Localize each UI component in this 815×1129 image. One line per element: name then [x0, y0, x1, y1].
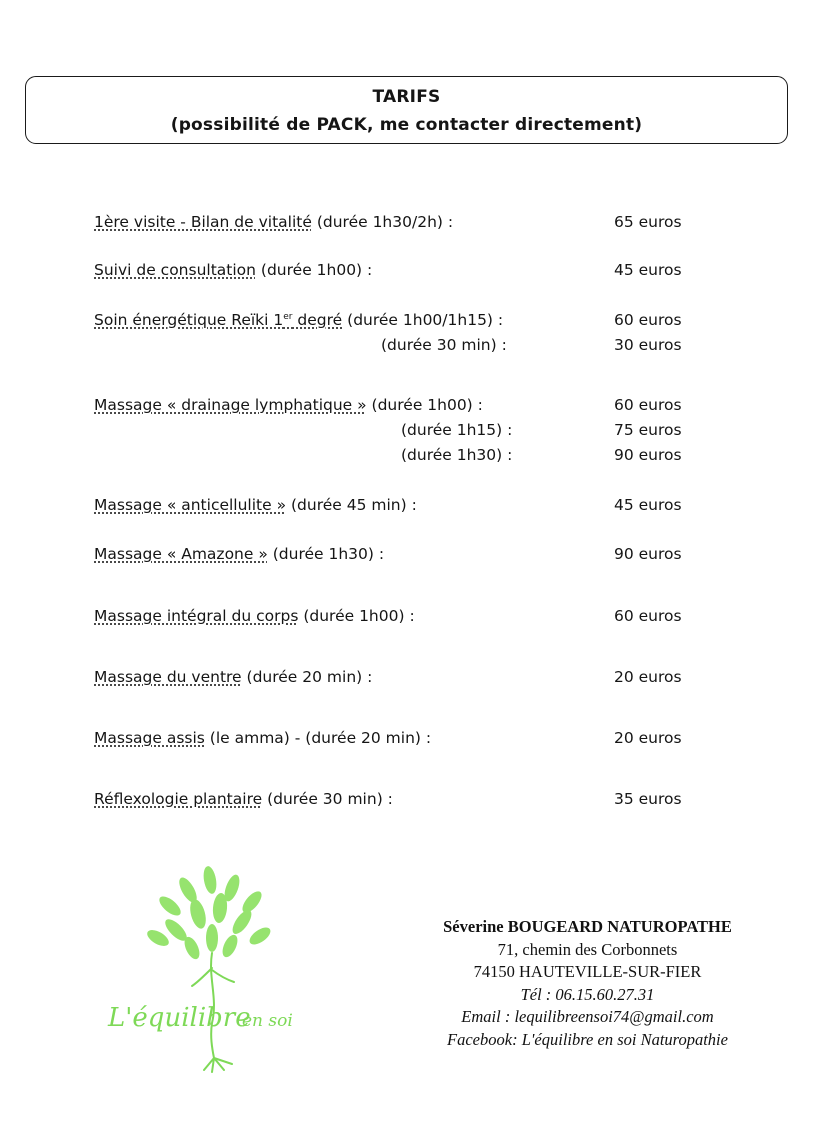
service-detail: (durée 30 min) :: [262, 790, 393, 808]
page-title: TARIFS: [372, 87, 441, 107]
tree-leaves-icon: [145, 865, 274, 961]
rate-price: 90 euros: [614, 545, 682, 563]
rate-description: [94, 396, 483, 414]
rate-row: [0, 261, 815, 287]
service-detail: (durée 1h00) :: [366, 396, 483, 414]
rate-row: [0, 421, 815, 447]
contact-block: [410, 916, 765, 1051]
service-detail: (durée 45 min) :: [286, 496, 417, 514]
tree-logo: [100, 858, 310, 1073]
page-subtitle: (possibilité de PACK, me contacter directement): [170, 115, 643, 135]
rate-price: 20 euros: [614, 668, 682, 686]
service-detail: (durée 1h30) :: [267, 545, 385, 563]
service-detail: (durée 1h00/1h15) :: [342, 311, 504, 329]
rate-row: [0, 311, 815, 337]
rate-description: [94, 311, 503, 329]
rate-row: [0, 790, 815, 816]
service-name: Massage « anticellulite »: [94, 496, 287, 514]
rate-row: [0, 668, 815, 694]
rate-description: [94, 496, 417, 514]
contact-street: 71, chemin des Corbonnets: [497, 939, 678, 959]
rate-price: 35 euros: [614, 790, 682, 808]
rate-description: [94, 607, 415, 625]
service-detail: (durée 1h00) :: [298, 607, 415, 625]
rate-description: [94, 261, 372, 279]
service-detail: (durée 1h30) :: [401, 446, 513, 464]
service-name: Massage du ventre: [94, 668, 242, 686]
contact-email: Email : lequilibreensoi74@gmail.com: [461, 1007, 714, 1026]
rate-price: 60 euros: [614, 607, 682, 625]
service-detail: (durée 20 min) :: [241, 668, 373, 686]
service-name: Massage assis: [94, 729, 205, 747]
service-detail: (durée 30 min) :: [381, 336, 507, 354]
contact-phone: Tél : 06.15.60.27.31: [520, 984, 655, 1004]
service-detail: (durée 1h15) :: [401, 421, 513, 439]
service-name: Réflexologie plantaire: [94, 790, 263, 808]
service-name: 1ère visite - Bilan de vitalité: [94, 213, 312, 231]
rate-row: [0, 607, 815, 633]
rate-description: [94, 545, 384, 563]
service-detail: (le amma) - (durée 20 min) :: [204, 729, 432, 747]
service-name: Soin énergétique Reïki 1er degré: [94, 311, 343, 329]
header-box: [25, 76, 788, 144]
rate-row: [0, 446, 815, 472]
rate-price: 60 euros: [614, 396, 682, 414]
logo-text-right: en soi: [242, 1011, 293, 1031]
rate-row: [0, 545, 815, 571]
rate-price: 65 euros: [614, 213, 682, 231]
rate-row: [0, 396, 815, 422]
service-name: Suivi de consultation: [94, 261, 256, 279]
rate-price: 75 euros: [614, 421, 682, 439]
rate-row: [0, 496, 815, 522]
contact-facebook: Facebook: L'équilibre en soi Naturopathie: [447, 1029, 728, 1049]
rate-description: [94, 729, 431, 747]
rate-row: [0, 729, 815, 755]
rate-row: [0, 213, 815, 239]
rate-price: 45 euros: [614, 496, 682, 514]
rate-price: 60 euros: [614, 311, 682, 329]
rate-description: [94, 790, 393, 808]
service-detail: (durée 1h00) :: [255, 261, 373, 279]
logo-text-left: L'équilibre: [108, 1003, 251, 1033]
service-detail: (durée 1h30/2h) :: [311, 213, 454, 231]
rate-description: [94, 668, 372, 686]
service-name: Massage intégral du corps: [94, 607, 299, 625]
rate-price: 30 euros: [614, 336, 682, 354]
rate-price: 20 euros: [614, 729, 682, 747]
service-name: Massage « drainage lymphatique »: [94, 396, 367, 414]
rate-row: [0, 336, 815, 362]
contact-city: 74150 HAUTEVILLE-SUR-FIER: [473, 962, 702, 981]
rate-price: 90 euros: [614, 446, 682, 464]
rate-price: 45 euros: [614, 261, 682, 279]
rate-description: [94, 213, 453, 231]
contact-name: Séverine BOUGEARD NATUROPATHE: [443, 917, 732, 936]
service-name: Massage « Amazone »: [94, 545, 268, 563]
